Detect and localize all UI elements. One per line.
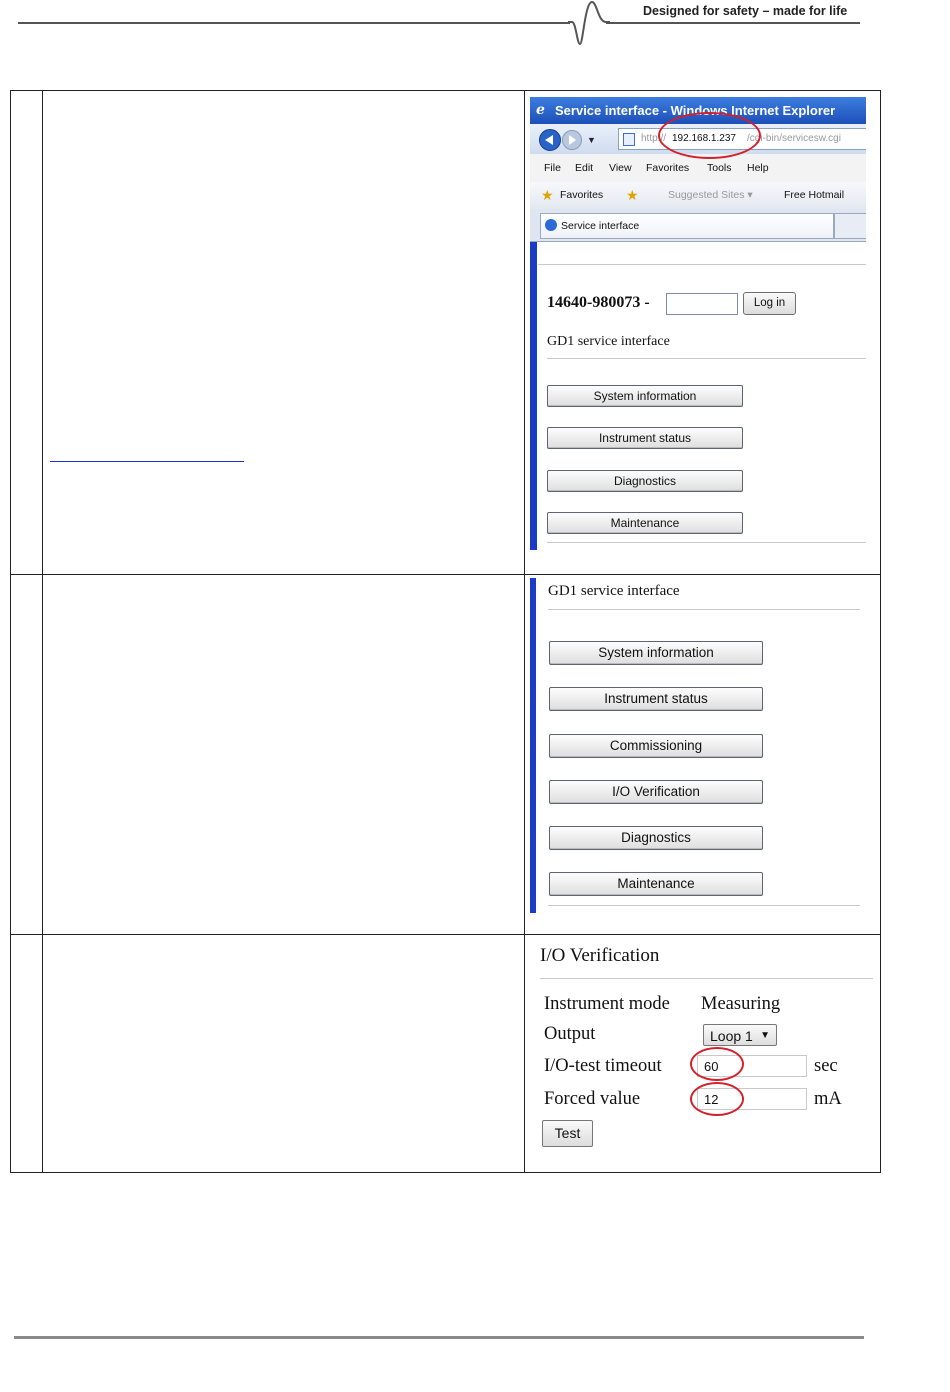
menu-view[interactable]: View [609, 162, 632, 174]
bottom-divider [548, 905, 860, 906]
address-prefix: http:// [641, 133, 667, 144]
service-menu-screenshot [530, 578, 870, 913]
io-verification-screenshot [530, 940, 876, 1165]
section-divider [547, 358, 866, 359]
title-divider [540, 978, 873, 979]
instrument-status-button[interactable]: Instrument status [549, 687, 763, 711]
tab-label: Service interface [561, 220, 640, 232]
page-title: I/O Verification [540, 945, 660, 966]
ie-tab-icon [545, 219, 557, 231]
forced-value-unit: mA [814, 1089, 842, 1109]
row-divider-1 [11, 574, 880, 575]
device-serial: 14640-980073 - [547, 294, 650, 311]
system-information-button[interactable]: System information [549, 641, 763, 665]
header-rule-left [18, 22, 570, 24]
timeout-unit: sec [814, 1056, 838, 1076]
hyperlink-underline[interactable] [50, 461, 244, 462]
forced-value-input[interactable]: 12 [697, 1088, 807, 1110]
timeout-highlight-ring [690, 1047, 744, 1081]
step-column-divider [42, 91, 43, 1172]
brand-wave-icon [566, 0, 610, 50]
top-divider [538, 264, 866, 265]
password-input[interactable] [666, 293, 738, 315]
address-suffix: /cgi-bin/servicesw.cgi [747, 133, 841, 144]
row-divider-2 [11, 934, 880, 935]
section-title: GD1 service interface [547, 334, 670, 349]
menu-help[interactable]: Help [747, 162, 769, 174]
instrument-mode-value: Measuring [701, 994, 781, 1014]
tab-strip [530, 209, 866, 242]
menu-favorites[interactable]: Favorites [646, 162, 690, 174]
window-title: Service interface - Windows Internet Explorer [555, 103, 836, 118]
instrument-mode-label: Instrument mode [544, 994, 670, 1014]
output-selected-value: Loop 1 [710, 1028, 753, 1044]
left-accent-bar [530, 242, 537, 550]
io-verification-button[interactable]: I/O Verification [549, 780, 763, 804]
test-button[interactable]: Test [542, 1120, 593, 1147]
back-arrow-icon[interactable] [539, 129, 561, 151]
footer-rule [14, 1336, 864, 1339]
bottom-divider [547, 542, 866, 543]
address-ip: 192.168.1.237 [672, 133, 736, 144]
menu-edit[interactable]: Edit [575, 162, 594, 174]
left-accent-bar [530, 578, 536, 913]
forced-value-highlight-ring [690, 1082, 744, 1116]
login-button[interactable]: Log in [743, 292, 796, 315]
timeout-label: I/O-test timeout [544, 1056, 662, 1076]
tab-service-interface[interactable] [540, 213, 834, 239]
menu-tools[interactable]: Tools [707, 162, 732, 174]
header-tagline: Designed for safety – made for life [643, 4, 848, 18]
ip-highlight-ring [658, 112, 761, 159]
header-rule-right [606, 22, 860, 24]
menu-file[interactable]: File [544, 162, 561, 174]
ie-logo-icon: e [536, 102, 545, 118]
commissioning-button[interactable]: Commissioning [549, 734, 763, 758]
ie-window-screenshot [530, 97, 866, 550]
section-title: GD1 service interface [548, 583, 680, 599]
page-content [530, 242, 866, 550]
history-dropdown-icon[interactable]: ▼ [587, 135, 596, 145]
maintenance-button[interactable]: Maintenance [547, 512, 743, 534]
favorites-button[interactable]: Favorites [560, 189, 604, 201]
add-favorite-icon[interactable]: ★ [626, 187, 639, 203]
instrument-status-button[interactable]: Instrument status [547, 427, 743, 449]
output-label: Output [544, 1024, 596, 1044]
favorites-star-icon: ★ [541, 187, 554, 203]
free-hotmail-link[interactable]: Free Hotmail [784, 189, 845, 201]
page-icon [623, 133, 635, 146]
forward-arrow-icon[interactable] [562, 130, 582, 150]
timeout-input[interactable]: 60 [697, 1055, 807, 1077]
section-divider [548, 609, 860, 610]
forced-value-label: Forced value [544, 1089, 641, 1109]
image-column-divider [524, 91, 525, 1172]
system-information-button[interactable]: System information [547, 385, 743, 407]
output-select[interactable] [703, 1024, 777, 1046]
maintenance-button[interactable]: Maintenance [549, 872, 763, 896]
diagnostics-button[interactable]: Diagnostics [549, 826, 763, 850]
favorites-bar [530, 182, 866, 209]
diagnostics-button[interactable]: Diagnostics [547, 470, 743, 492]
new-tab-button[interactable] [834, 213, 866, 239]
chevron-down-icon: ▼ [760, 1030, 770, 1041]
suggested-sites-link[interactable]: Suggested Sites ▾ [668, 189, 753, 201]
